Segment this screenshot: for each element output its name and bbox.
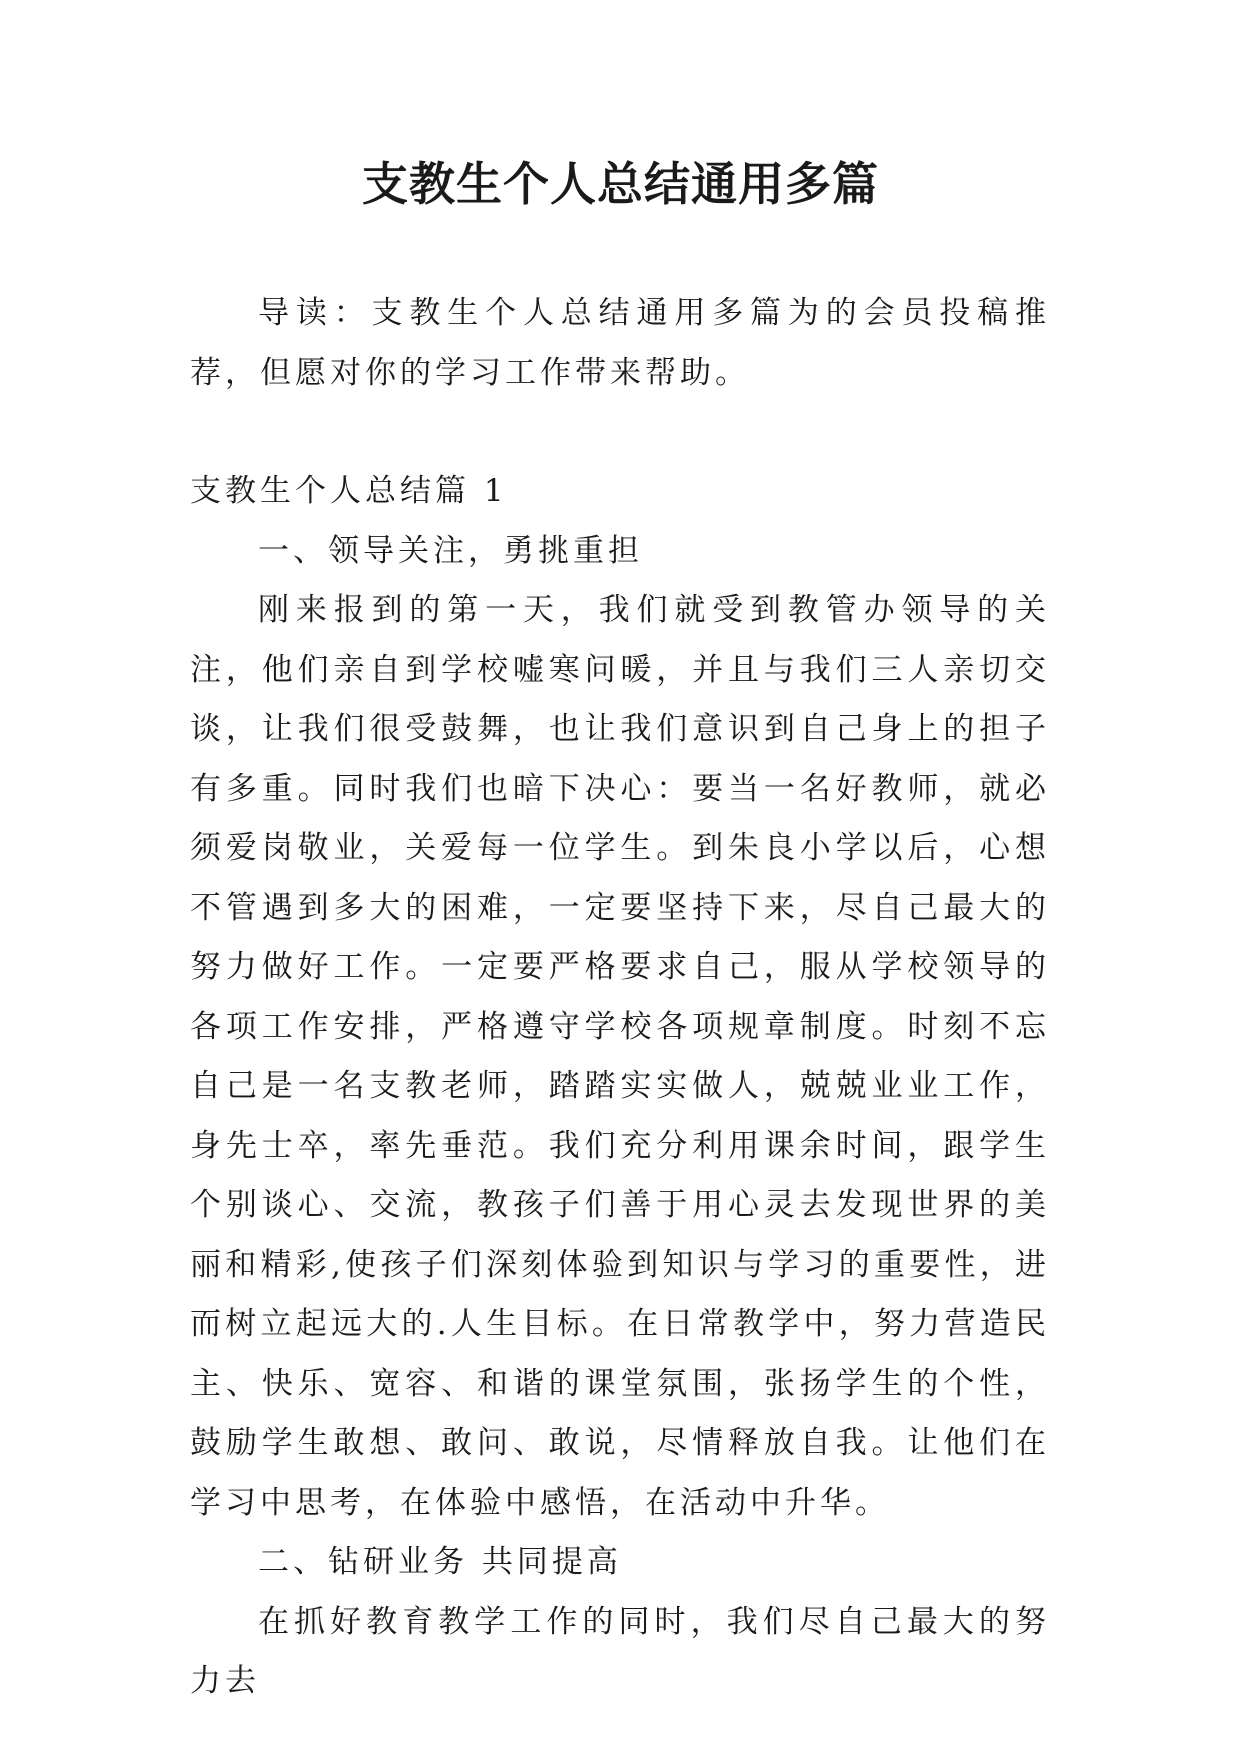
paragraph-2: 在抓好教育教学工作的同时，我们尽自己最大的努力去 bbox=[190, 1603, 1050, 1699]
heading-1: 一、领导关注，勇挑重担 bbox=[258, 532, 643, 569]
document-title: 支教生个人总结通用多篇 bbox=[362, 157, 879, 211]
section-title: 支教生个人总结篇 1 bbox=[190, 473, 508, 509]
paragraph-1: 刚来报到的第一天，我们就受到教管办领导的关注，他们亲自到学校嘘寒问暖，并且与我们三人亲切交谈，让我们很受鼓舞，也让我们意识到自己身上的担子有多重。同时我们也暗下决心：要当一名好教师，就必须爱岗敬业，关爱每一位学生。到朱良小学以后，心想不管遇到多大的困难，一定要坚持下来，尽自己最大的努力做好工作。一定要严格要求自己，服从学校领导的各项工作安排，严格遵守学校各项规章制度。时刻不忘自己是一名支教老师，踏踏实实做人，兢兢业业工作，身先士卒，率先垂范。我们充分利用课余时间，跟学生个别谈心、交流，教孩子们善于用心灵去发现世界的美丽和精彩,使孩子们深刻体验到知识与学习的重要性，进而树立起远大的.人生目标。在日常教学中，努力营造民主、快乐、宽容、和谐的课堂氛围，张扬学生的个性，鼓励学生敢想、敢问、敢说，尽情释放自我。让他们在学习中思考，在体验中感悟，在活动中升华。 bbox=[190, 592, 1050, 1521]
heading-2: 二、钻研业务 共同提高 bbox=[258, 1544, 622, 1580]
document-body bbox=[190, 284, 1050, 1712]
intro-paragraph: 导读：支教生个人总结通用多篇为的会员投稿推荐，但愿对你的学习工作带来帮助。 bbox=[190, 295, 1050, 391]
